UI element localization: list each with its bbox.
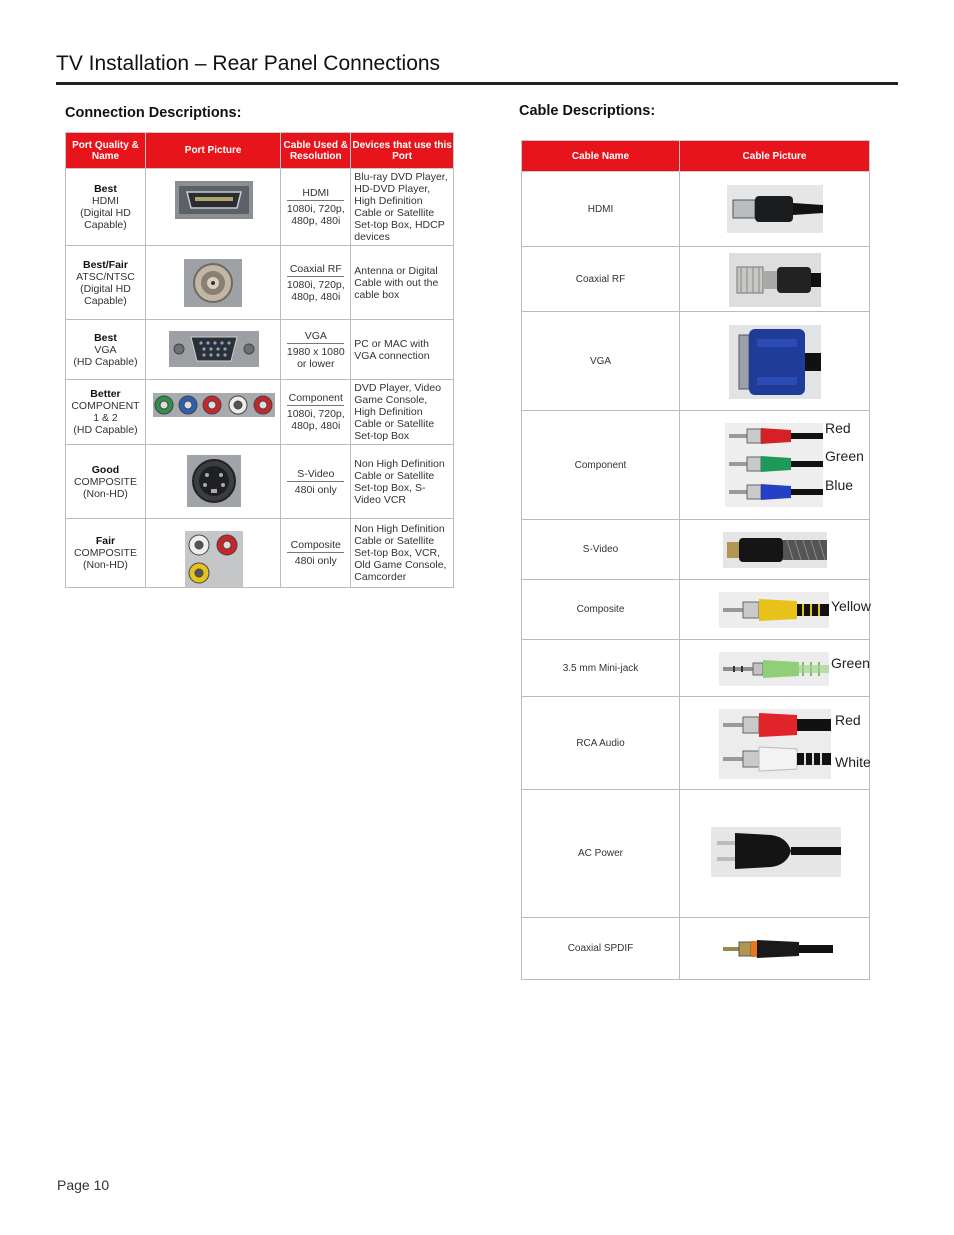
devices-cell: Blu-ray DVD Player, HD-DVD Player, High Definition Cable or Satellite Set-top Box, HDCP devices	[351, 169, 454, 246]
resolution: 480i only	[294, 483, 337, 496]
cable-used-cell	[281, 519, 351, 588]
composite-yellow-label: Yellow	[831, 598, 871, 614]
cable-picture-cell	[680, 790, 870, 918]
cable-section-title: Cable Descriptions:	[519, 103, 656, 119]
connection-header-row	[66, 133, 454, 169]
port-quality-cell	[66, 519, 146, 588]
cable-name: Coaxial RF	[287, 263, 344, 277]
port-picture-cell	[145, 169, 280, 246]
svideo-plug-icon	[723, 532, 827, 568]
cable-used-cell	[281, 445, 351, 519]
header-port-picture: Port Picture	[145, 133, 280, 169]
port-note: (HD Capable)	[73, 355, 138, 368]
cable-name-cell: Coaxial SPDIF	[522, 918, 680, 980]
spdif-plug-icon	[719, 934, 835, 964]
port-picture-cell	[145, 320, 280, 380]
port-name: VGA	[94, 343, 117, 356]
port-name: COMPONENT 1 & 2	[71, 400, 140, 424]
svideo-port-icon	[187, 455, 241, 507]
rca-white-label: White	[835, 754, 871, 770]
table-row	[522, 580, 870, 640]
port-name: COMPOSITE	[73, 547, 137, 559]
page-number: Page 10	[57, 1177, 110, 1193]
header-devices: Devices that use this Port	[351, 133, 454, 169]
port-note: (Non-HD)	[83, 559, 128, 571]
cable-name: VGA	[287, 330, 344, 344]
table-row	[522, 918, 870, 980]
port-picture-cell	[145, 445, 280, 519]
cable-name: Composite	[287, 539, 344, 553]
resolution: 1080i, 720p, 480p, 480i	[286, 408, 345, 432]
devices-cell: PC or MAC with VGA connection	[351, 320, 454, 380]
resolution: 1980 x 1080 or lower	[286, 345, 345, 370]
table-row	[66, 320, 454, 380]
port-name: ATSC/NTSC	[76, 270, 135, 283]
cable-picture-cell	[680, 247, 870, 312]
hdmi-plug-icon	[727, 185, 823, 233]
table-row	[66, 519, 454, 588]
cable-used-cell	[281, 246, 351, 320]
cable-name-cell: RCA Audio	[522, 697, 680, 790]
cable-picture-cell	[680, 411, 870, 520]
rca-red-label: Red	[835, 712, 861, 728]
port-picture-cell	[145, 380, 280, 445]
header-cable-picture: Cable Picture	[680, 141, 870, 172]
table-row	[522, 312, 870, 411]
vga-plug-icon	[729, 325, 821, 399]
port-note: (Digital HD Capable)	[80, 282, 131, 307]
title-rule	[56, 82, 898, 85]
cable-name-cell: Composite	[522, 580, 680, 640]
cable-name-cell: VGA	[522, 312, 680, 411]
cable-used-cell	[281, 380, 351, 445]
port-picture-cell	[145, 246, 280, 320]
composite-ports-icon	[185, 531, 243, 587]
cable-name: Component	[288, 392, 343, 404]
quality-label: Better	[90, 388, 121, 400]
quality-label: Best	[94, 183, 117, 195]
port-quality-cell	[66, 320, 146, 380]
table-row	[522, 247, 870, 312]
minijack-green-label: Green	[831, 655, 870, 671]
header-cable-name: Cable Name	[522, 141, 680, 172]
table-row	[522, 411, 870, 520]
component-red-label: Red	[825, 420, 851, 436]
composite-plug-icon	[719, 592, 829, 628]
port-note: (Digital HD Capable)	[80, 207, 131, 231]
quality-label: Fair	[95, 535, 116, 547]
cable-used-cell	[281, 320, 351, 380]
quality-label: Good	[91, 463, 120, 476]
minijack-plug-icon	[719, 652, 829, 686]
ac-power-plug-icon	[711, 827, 841, 877]
port-quality-cell	[66, 380, 146, 445]
cable-table	[521, 140, 870, 980]
cable-name-cell: S-Video	[522, 520, 680, 580]
hdmi-port-icon	[175, 181, 253, 219]
cable-header-row	[522, 141, 870, 172]
devices-cell: Non High Definition Cable or Satellite Set-top Box, VCR, Old Game Console, Camcorder	[351, 519, 454, 588]
table-row	[522, 640, 870, 697]
cable-name: HDMI	[287, 187, 344, 201]
resolution: 1080i, 720p, 480p, 480i	[286, 203, 345, 227]
cable-picture-cell	[680, 918, 870, 980]
table-row	[522, 520, 870, 580]
cable-name-cell: Coaxial RF	[522, 247, 680, 312]
component-plugs-icon	[725, 423, 823, 507]
port-quality-cell	[66, 246, 146, 320]
cable-used-cell	[281, 169, 351, 246]
rca-audio-plugs-icon	[719, 709, 831, 779]
cable-picture-cell	[680, 640, 870, 697]
cable-picture-cell	[680, 312, 870, 411]
cable-name-cell: Component	[522, 411, 680, 520]
cable-name-cell: 3.5 mm Mini-jack	[522, 640, 680, 697]
connection-table	[65, 132, 454, 588]
devices-cell: DVD Player, Video Game Console, High Definition Cable or Satellite Set-top Box	[351, 380, 454, 445]
resolution: 1080i, 720p, 480p, 480i	[286, 278, 345, 303]
coaxial-port-icon	[184, 259, 242, 307]
devices-cell: Antenna or Digital Cable with out the cable box	[351, 246, 454, 320]
table-row	[66, 246, 454, 320]
port-name: HDMI	[92, 195, 119, 207]
page-title: TV Installation – Rear Panel Connections	[56, 52, 441, 75]
table-row	[66, 380, 454, 445]
table-row	[522, 790, 870, 918]
port-quality-cell	[66, 169, 146, 246]
cable-picture-cell	[680, 697, 870, 790]
quality-label: Best	[94, 331, 117, 344]
cable-picture-cell	[680, 520, 870, 580]
quality-label: Best/Fair	[83, 258, 128, 271]
cable-picture-cell	[680, 172, 870, 247]
connection-section-title: Connection Descriptions:	[65, 105, 242, 121]
vga-port-icon	[169, 331, 259, 367]
cable-name-cell: AC Power	[522, 790, 680, 918]
cable-picture-cell	[680, 580, 870, 640]
header-cable-used: Cable Used & Resolution	[281, 133, 351, 169]
table-row	[66, 169, 454, 246]
table-row	[522, 172, 870, 247]
header-port-quality: Port Quality & Name	[66, 133, 146, 169]
port-picture-cell	[145, 519, 280, 588]
port-note: (Non-HD)	[83, 487, 128, 500]
coaxial-plug-icon	[729, 253, 821, 307]
resolution: 480i only	[294, 555, 337, 567]
port-name: COMPOSITE	[73, 475, 137, 488]
cable-name-cell: HDMI	[522, 172, 680, 247]
port-note: (HD Capable)	[73, 424, 138, 436]
table-row	[522, 697, 870, 790]
component-blue-label: Blue	[825, 477, 854, 493]
cable-name: S-Video	[287, 468, 344, 482]
devices-cell: Non High Definition Cable or Satellite Set-top Box, S-Video VCR	[351, 445, 454, 519]
port-quality-cell	[66, 445, 146, 519]
table-row	[66, 445, 454, 519]
component-green-label: Green	[825, 448, 864, 464]
component-ports-icon	[153, 393, 275, 417]
